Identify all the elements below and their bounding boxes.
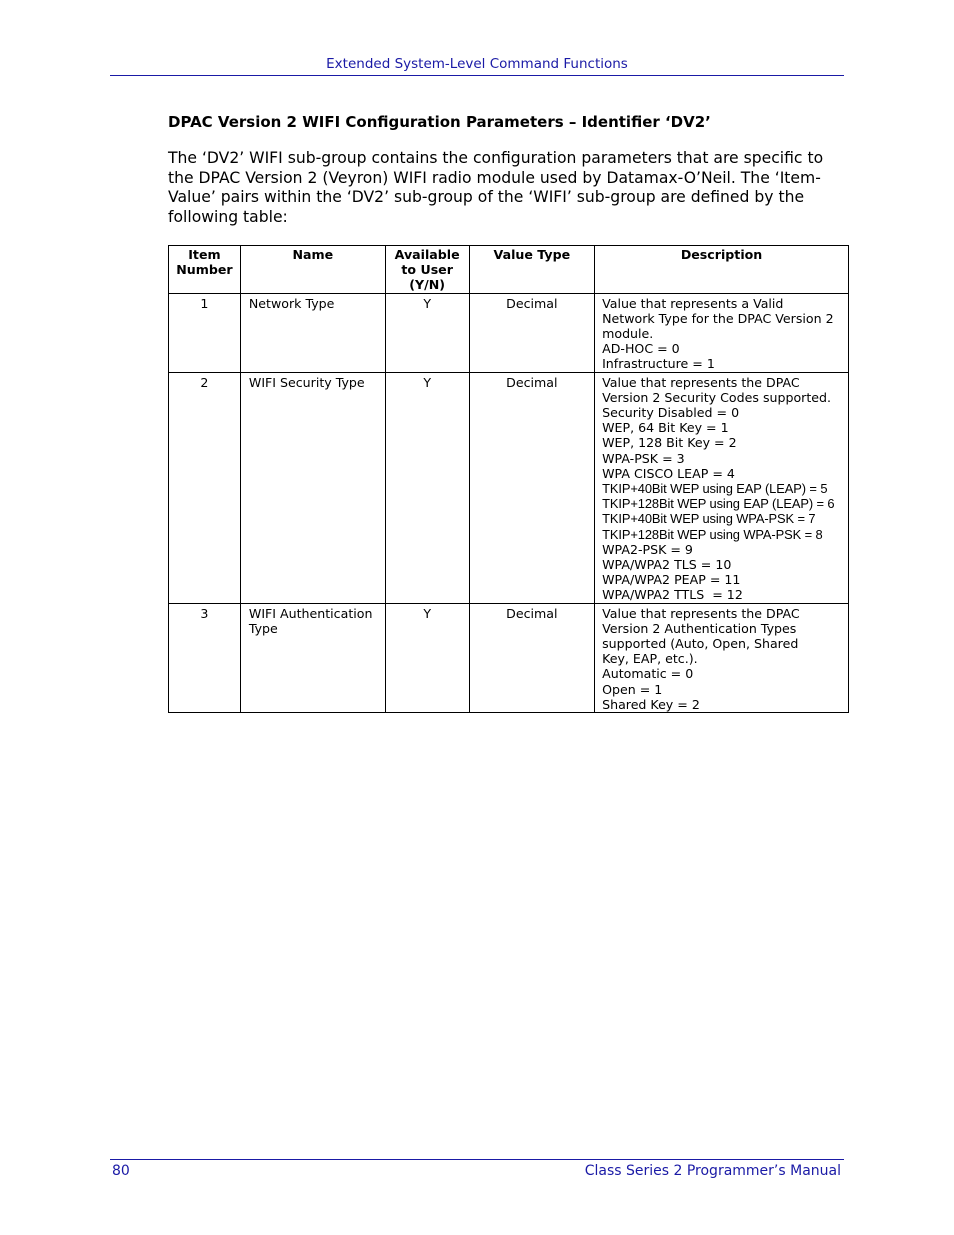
header-name: Name bbox=[240, 246, 385, 294]
intro-paragraph bbox=[168, 149, 858, 227]
table-row bbox=[169, 372, 849, 603]
cell-description: Value that represents a Valid Network Type for the DPAC Version 2 module. AD-HOC = 0 Infrastructure = 1 bbox=[595, 293, 849, 372]
cell-available: Y bbox=[385, 603, 469, 712]
table-row bbox=[169, 603, 849, 712]
cell-value-type: Decimal bbox=[469, 293, 595, 372]
table-row bbox=[169, 293, 849, 372]
cell-value-type: Decimal bbox=[469, 603, 595, 712]
header-description: Description bbox=[595, 246, 849, 294]
cell-name: Network Type bbox=[240, 293, 385, 372]
cell-available: Y bbox=[385, 293, 469, 372]
parameters-table bbox=[168, 245, 849, 713]
header-value-type: Value Type bbox=[469, 246, 595, 294]
manual-title: Class Series 2 Programmer’s Manual bbox=[584, 1163, 841, 1179]
running-header: Extended System-Level Command Functions bbox=[110, 56, 844, 76]
cell-description: Value that represents the DPAC Version 2 Security Codes supported. Security Disabled = 0 WEP, 64 Bit Key = 1 WEP, 128 Bit Key = 2 WPA-PSK = 3 WPA CISCO LEAP = 4 TKIP+40Bit WEP using EAP (LEAP) = 5 TKIP+128Bit WEP using EAP (LEAP) = 6 TKIP+40Bit WEP using WPA-PSK = 7 TKIP+128Bit WEP using WPA-PSK = 8 WPA2-PSK = 9 WPA/WPA2 TLS = 10 WPA/WPA2 PEAP = 11 WPA/WPA2 TTLS = 12 bbox=[595, 372, 849, 603]
cell-item-number: 3 bbox=[169, 603, 241, 712]
intro-line: Value’ pairs within the ‘DV2’ sub-group of the ‘WIFI’ sub-group are defined by the bbox=[168, 188, 805, 206]
cell-name: WIFI Authentication Type bbox=[240, 603, 385, 712]
header-available: Available to User (Y/N) bbox=[385, 246, 469, 294]
cell-name: WIFI Security Type bbox=[240, 372, 385, 603]
intro-line: following table: bbox=[168, 207, 288, 226]
intro-line: The ‘DV2’ WIFI sub-group contains the configuration parameters that are specific to bbox=[168, 149, 824, 167]
page-number: 80 bbox=[112, 1163, 130, 1179]
page-footer bbox=[110, 1159, 844, 1182]
cell-description: Value that represents the DPAC Version 2 Authentication Types supported (Auto, Open, Shared Key, EAP, etc.). Automatic = 0 Open = 1 Shared Key = 2 bbox=[595, 603, 849, 712]
cell-value-type: Decimal bbox=[469, 372, 595, 603]
header-item-number: Item Number bbox=[169, 246, 241, 294]
intro-line: the DPAC Version 2 (Veyron) WIFI radio module used by Datamax-O’Neil. The ‘Item- bbox=[168, 168, 821, 187]
cell-available: Y bbox=[385, 372, 469, 603]
table-header-row bbox=[169, 246, 849, 294]
section-title: DPAC Version 2 WIFI Configuration Parameters – Identifier ‘DV2’ bbox=[168, 113, 711, 131]
cell-item-number: 2 bbox=[169, 372, 241, 603]
cell-item-number: 1 bbox=[169, 293, 241, 372]
